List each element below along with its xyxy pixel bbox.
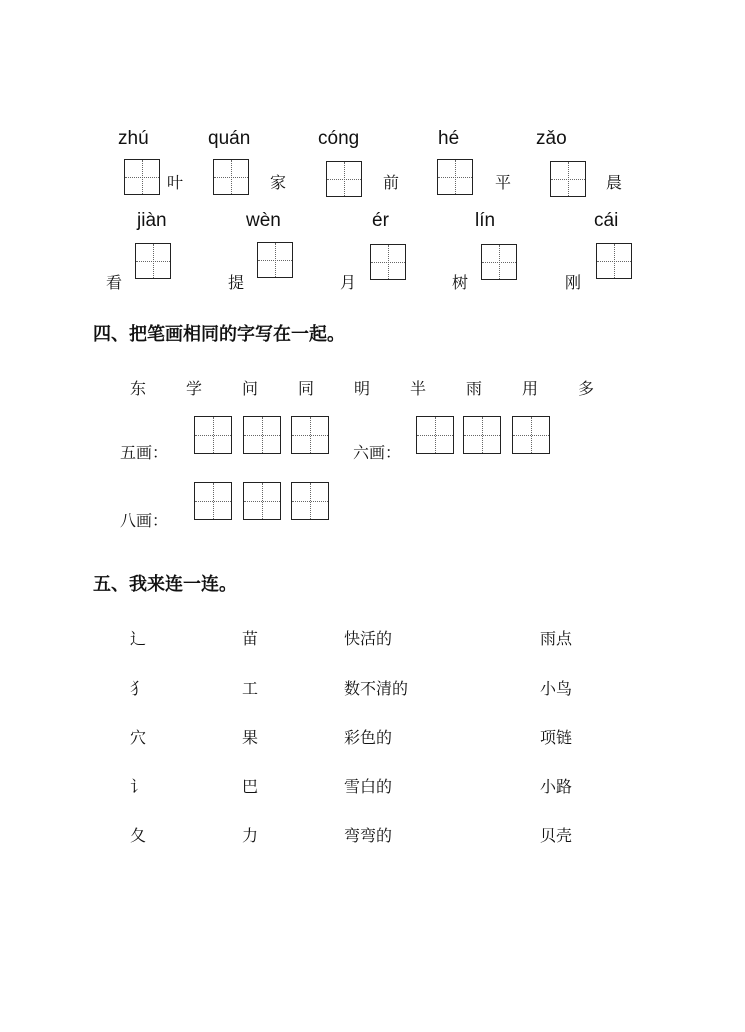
given-char: 平: [495, 173, 512, 192]
pinyin-label: cái: [594, 210, 619, 231]
match-item[interactable]: 小鸟: [540, 679, 573, 698]
match-item[interactable]: 苗: [242, 629, 259, 648]
given-char: 晨: [606, 173, 623, 192]
section-5-heading: 五、我来连一连。: [93, 574, 237, 595]
match-item[interactable]: 力: [242, 826, 259, 845]
eight-stroke-box[interactable]: [194, 482, 232, 520]
match-item[interactable]: 犭: [130, 679, 147, 698]
match-item[interactable]: 弯弯的: [344, 826, 393, 845]
match-item[interactable]: 贝壳: [540, 826, 573, 845]
stroke-char: 多: [578, 379, 595, 398]
given-char: 看: [106, 273, 123, 292]
five-stroke-box[interactable]: [194, 416, 232, 454]
char-write-box[interactable]: [213, 159, 249, 195]
eight-stroke-label: 八画：: [120, 511, 169, 530]
match-item[interactable]: 巴: [242, 777, 259, 796]
match-item[interactable]: 彩色的: [344, 728, 393, 747]
pinyin-label: lín: [475, 210, 496, 231]
match-item[interactable]: 数不清的: [344, 679, 409, 698]
pinyin-label: jiàn: [137, 210, 167, 231]
stroke-char: 雨: [466, 379, 483, 398]
char-write-box[interactable]: [135, 243, 171, 279]
match-item[interactable]: 雪白的: [344, 777, 393, 796]
given-char: 月: [340, 273, 357, 292]
pinyin-label: zhú: [118, 128, 149, 149]
match-item[interactable]: 讠: [130, 777, 147, 796]
stroke-char: 半: [410, 379, 427, 398]
match-item[interactable]: 雨点: [540, 629, 573, 648]
match-item[interactable]: 夂: [130, 826, 147, 845]
match-item[interactable]: 项链: [540, 728, 573, 747]
given-char: 家: [270, 173, 287, 192]
match-item[interactable]: 工: [242, 679, 259, 698]
pinyin-label: zǎo: [536, 128, 567, 149]
char-write-box[interactable]: [370, 244, 406, 280]
stroke-char: 用: [522, 379, 539, 398]
given-char: 树: [452, 273, 469, 292]
match-item[interactable]: 穴: [130, 728, 147, 747]
six-stroke-box[interactable]: [512, 416, 550, 454]
five-stroke-box[interactable]: [291, 416, 329, 454]
pinyin-label: ér: [372, 210, 389, 231]
match-item[interactable]: 小路: [540, 777, 573, 796]
stroke-char: 同: [298, 379, 315, 398]
stroke-char: 学: [186, 379, 203, 398]
match-item[interactable]: 果: [242, 728, 259, 747]
match-item[interactable]: 快活的: [344, 629, 393, 648]
given-char: 叶: [167, 173, 184, 192]
char-write-box[interactable]: [257, 242, 293, 278]
char-write-box[interactable]: [437, 159, 473, 195]
char-write-box[interactable]: [481, 244, 517, 280]
pinyin-label: cóng: [318, 128, 360, 149]
eight-stroke-box[interactable]: [243, 482, 281, 520]
match-item[interactable]: 辶: [130, 629, 147, 648]
pinyin-label: quán: [208, 128, 251, 149]
six-stroke-label: 六画：: [353, 443, 402, 462]
stroke-char: 东: [130, 379, 147, 398]
stroke-char: 问: [242, 379, 259, 398]
six-stroke-box[interactable]: [463, 416, 501, 454]
given-char: 前: [383, 173, 400, 192]
char-write-box[interactable]: [550, 161, 586, 197]
five-stroke-box[interactable]: [243, 416, 281, 454]
char-write-box[interactable]: [124, 159, 160, 195]
six-stroke-box[interactable]: [416, 416, 454, 454]
stroke-char: 明: [354, 379, 371, 398]
char-write-box[interactable]: [326, 161, 362, 197]
eight-stroke-box[interactable]: [291, 482, 329, 520]
char-write-box[interactable]: [596, 243, 632, 279]
five-stroke-label: 五画：: [120, 443, 169, 462]
given-char: 提: [228, 273, 245, 292]
section-4-heading: 四、把笔画相同的字写在一起。: [93, 324, 345, 345]
given-char: 刚: [565, 273, 582, 292]
pinyin-label: wèn: [246, 210, 281, 231]
pinyin-label: hé: [438, 128, 460, 149]
